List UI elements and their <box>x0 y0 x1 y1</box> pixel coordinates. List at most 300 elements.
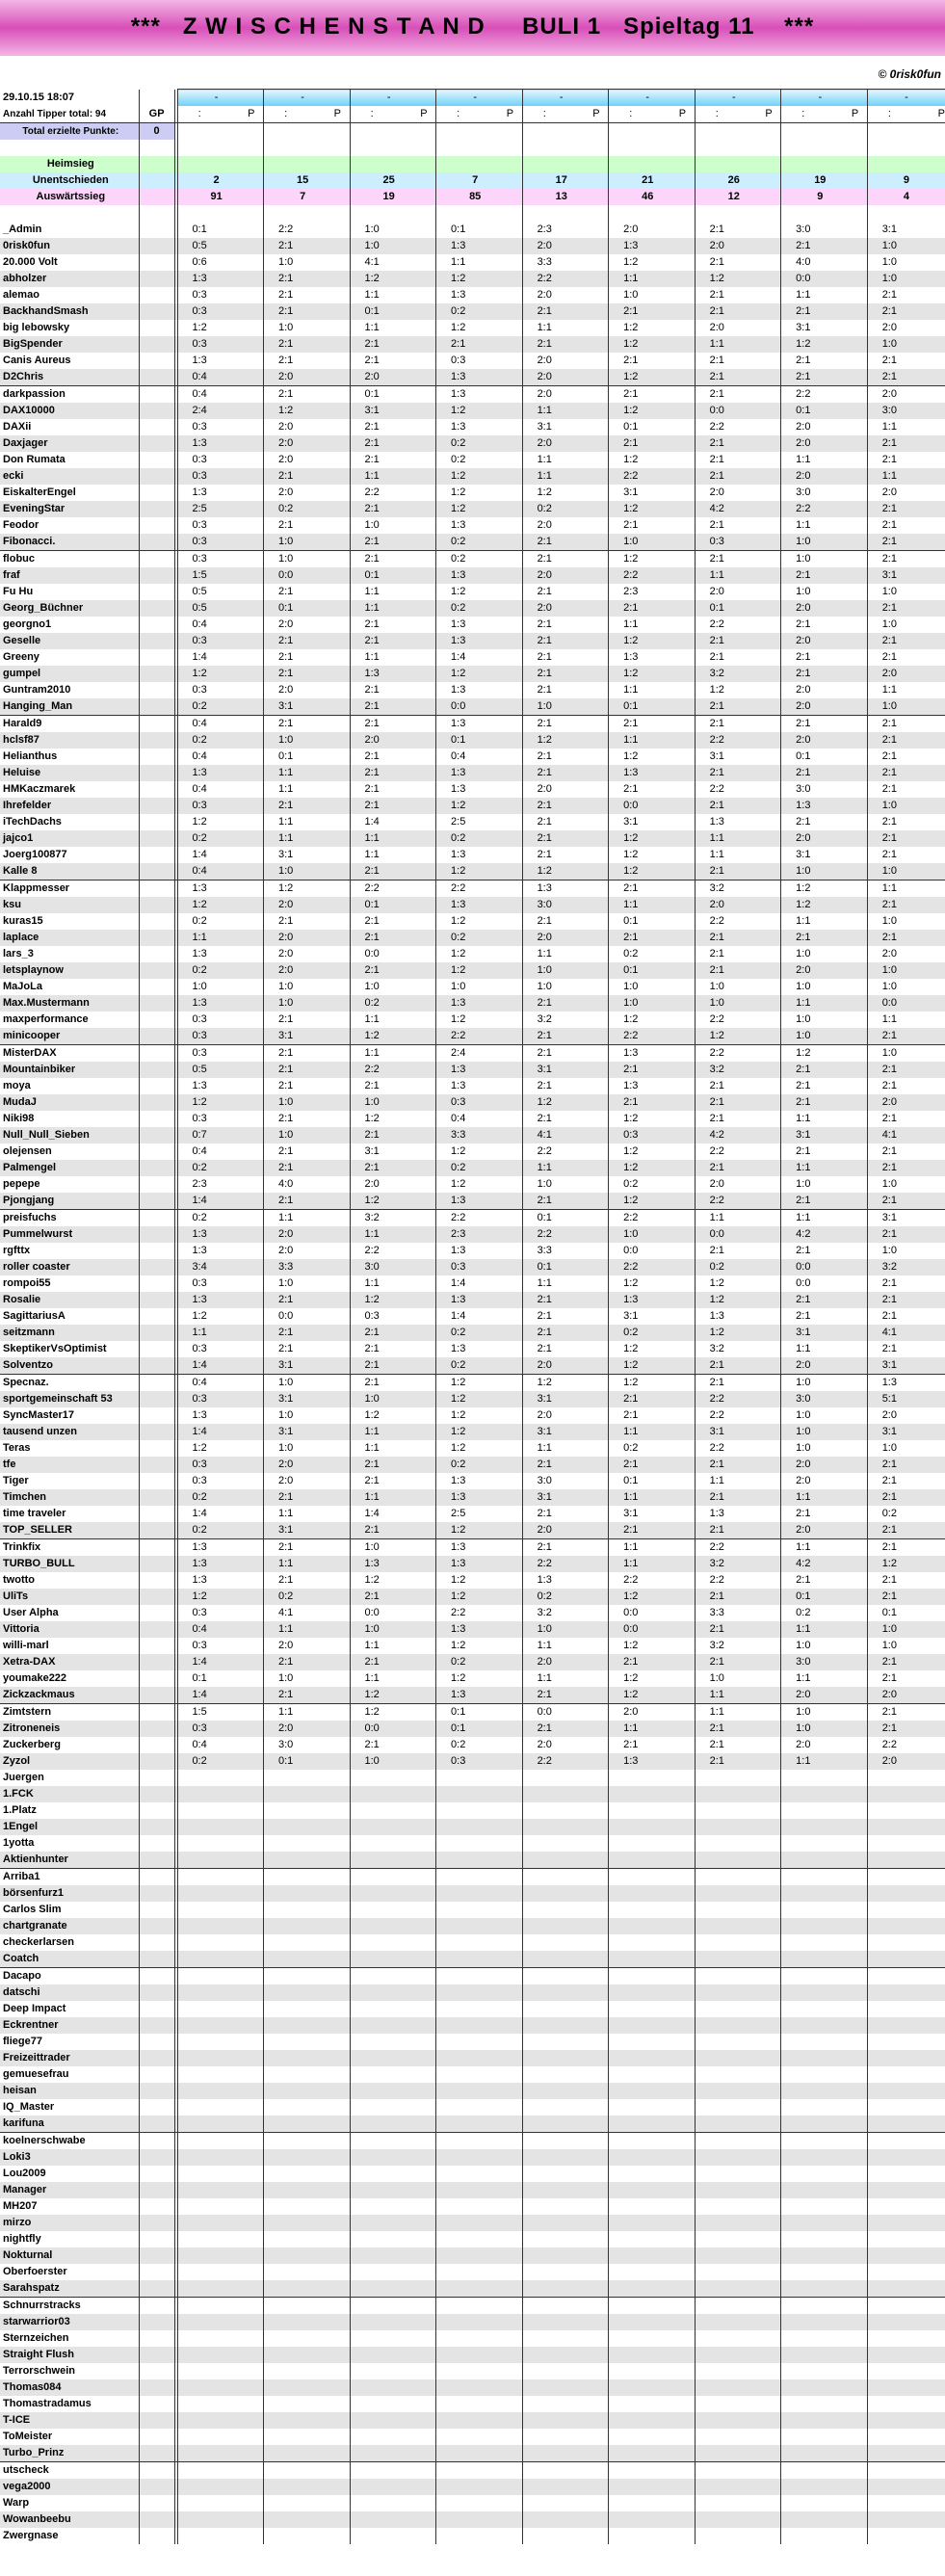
match-separator <box>341 1193 350 1210</box>
player-name: Null_Null_Sieben <box>0 1127 139 1143</box>
player-tip-points <box>652 2017 686 2034</box>
player-tip-points <box>221 781 254 798</box>
player-tip-points <box>307 2396 341 2412</box>
player-tip <box>522 2445 565 2462</box>
player-tip: 0:2 <box>436 1457 480 1473</box>
player-tip-points <box>221 1704 254 1722</box>
match-separator <box>686 2462 695 2480</box>
player-tip-points <box>566 2379 600 2396</box>
player-tip: 1:1 <box>364 289 380 301</box>
player-tip <box>867 2231 910 2247</box>
player-tip-points <box>221 1918 254 1934</box>
player-tip-points <box>566 2264 600 2280</box>
player-tip: 0:4 <box>451 1113 466 1124</box>
match-separator <box>773 2330 781 2347</box>
match-separator <box>428 106 436 123</box>
player-tip-points <box>307 1407 341 1424</box>
player-tip: 2:1 <box>781 666 825 682</box>
player-tip: 2:1 <box>781 303 825 320</box>
player-tip: 1:3 <box>451 1245 466 1256</box>
match-separator <box>513 716 522 733</box>
player-tip: 0:1 <box>522 1259 565 1275</box>
player-tip-points <box>652 2495 686 2511</box>
match-separator <box>858 2412 867 2429</box>
player-tip-points <box>825 1621 858 1638</box>
player-tip-points <box>394 847 428 863</box>
match-separator <box>686 995 695 1012</box>
player-tip: 2:1 <box>609 1522 652 1539</box>
match-separator <box>773 1012 781 1028</box>
player-row <box>0 1885 945 1902</box>
player-tip <box>695 1902 738 1918</box>
player-tip-points <box>911 765 945 781</box>
player-tip-points <box>652 600 686 617</box>
match-separator <box>254 271 263 287</box>
player-tip: 1:1 <box>350 830 393 847</box>
player-tip: 2:1 <box>709 1113 724 1124</box>
player-tip-points <box>652 2280 686 2298</box>
player-tip-points <box>221 2462 254 2480</box>
match-separator <box>513 1259 522 1275</box>
player-tip <box>867 2034 910 2050</box>
player-tip: 2:2 <box>522 1556 565 1572</box>
match-separator <box>773 1193 781 1210</box>
player-tip: 0:3 <box>192 1277 207 1289</box>
player-name: starwarrior03 <box>0 2314 139 2330</box>
match-separator <box>686 897 695 913</box>
player-tip-points <box>307 254 341 271</box>
match-separator <box>686 2050 695 2066</box>
match-separator <box>513 2330 522 2347</box>
player-tip: 2:1 <box>264 1193 307 1210</box>
player-tip: 2:2 <box>709 1442 724 1454</box>
player-tip-points <box>394 2314 428 2330</box>
match-separator <box>513 485 522 501</box>
player-tip <box>695 1934 738 1951</box>
match-separator <box>341 1062 350 1078</box>
player-tip-points <box>566 2198 600 2215</box>
match-separator <box>428 1226 436 1243</box>
match-separator <box>600 1028 609 1045</box>
player-tip-points <box>652 2116 686 2133</box>
player-tip: 2:0 <box>537 1739 552 1750</box>
player-tip-points <box>480 386 513 404</box>
match-separator <box>254 2247 263 2264</box>
match-separator <box>686 913 695 930</box>
player-tip <box>436 2017 480 2034</box>
player-tip-points <box>307 2347 341 2363</box>
player-tip-points <box>307 1391 341 1407</box>
match-separator <box>600 1605 609 1621</box>
player-tip <box>264 1819 307 1835</box>
match-separator <box>773 732 781 749</box>
player-tip-points <box>394 1210 428 1227</box>
player-tip: 1:2 <box>451 1409 466 1421</box>
player-tip: 1:2 <box>623 1277 639 1289</box>
player-tip-points <box>911 1193 945 1210</box>
player-tip: 4:2 <box>695 501 738 517</box>
match-separator <box>600 1045 609 1063</box>
player-tip-points <box>911 2231 945 2247</box>
match-separator <box>773 1259 781 1275</box>
player-tip-points <box>825 2412 858 2429</box>
match-separator <box>428 1275 436 1292</box>
player-tip: 5:1 <box>867 1391 910 1407</box>
player-tip: 1:4 <box>177 1193 221 1210</box>
match-separator <box>600 2445 609 2462</box>
player-points <box>139 1885 174 1902</box>
match-separator <box>341 698 350 716</box>
match-separator <box>773 1770 781 1786</box>
player-row <box>0 567 945 584</box>
player-tip: 2:1 <box>881 1343 897 1354</box>
player-tip: 2:1 <box>350 1160 393 1176</box>
player-tip: 2:2 <box>881 1739 897 1750</box>
match-separator <box>600 1951 609 1968</box>
player-tip <box>264 2479 307 2495</box>
player-tip-points <box>480 2363 513 2379</box>
player-name: alemao <box>0 287 139 303</box>
match-separator <box>254 1308 263 1325</box>
player-tip: 1:2 <box>623 1672 639 1684</box>
match-separator <box>858 649 867 666</box>
match-separator <box>858 1670 867 1687</box>
match-separator <box>513 830 522 847</box>
player-tip <box>177 2314 221 2330</box>
player-tip <box>522 2083 565 2099</box>
match-separator <box>773 913 781 930</box>
player-tip: 1:2 <box>192 1310 207 1322</box>
player-tip: 3:2 <box>537 1607 552 1618</box>
player-tip: 2:1 <box>709 289 724 301</box>
match-separator <box>858 1473 867 1489</box>
player-tip: 0:1 <box>451 223 466 235</box>
match-separator <box>254 2099 263 2116</box>
player-tip-points <box>652 2347 686 2363</box>
match-separator <box>773 1275 781 1292</box>
player-row <box>0 1028 945 1045</box>
player-tip: 0:2 <box>177 698 221 716</box>
player-tip <box>781 2198 825 2215</box>
spacer-cell <box>436 140 480 156</box>
player-tip-points <box>825 2429 858 2445</box>
player-tip: 2:1 <box>695 1522 738 1539</box>
player-points <box>139 2412 174 2429</box>
player-tip: 2:1 <box>781 238 825 254</box>
match-separator <box>341 732 350 749</box>
player-tip-points <box>652 1143 686 1160</box>
match-separator <box>773 830 781 847</box>
player-tip <box>350 2198 393 2215</box>
player-tip-points <box>221 617 254 633</box>
match-separator <box>600 336 609 353</box>
match-separator <box>858 2264 867 2280</box>
player-tip-points <box>739 617 773 633</box>
match-separator <box>428 2511 436 2528</box>
player-name: iTechDachs <box>0 814 139 830</box>
player-tip-points <box>566 1589 600 1605</box>
match-separator <box>686 1589 695 1605</box>
player-tip <box>609 1968 652 1985</box>
player-tip-points <box>480 353 513 369</box>
player-tip <box>867 2412 910 2429</box>
match-separator <box>428 189 436 205</box>
player-tip: 1:2 <box>609 633 652 649</box>
player-tip: 2:0 <box>867 386 910 404</box>
player-tip: 2:1 <box>537 1113 552 1124</box>
player-tip-points <box>566 1391 600 1407</box>
match-separator <box>513 1325 522 1341</box>
player-tip-points <box>739 1934 773 1951</box>
player-points <box>139 551 174 568</box>
player-tip: 2:1 <box>881 1574 897 1586</box>
player-tip-points <box>221 2133 254 2150</box>
player-tip: 2:1 <box>264 238 307 254</box>
player-tip <box>867 2149 910 2166</box>
player-tip-points <box>739 1885 773 1902</box>
player-tip: 2:0 <box>537 289 552 301</box>
player-tip <box>177 2017 221 2034</box>
player-tip <box>350 2034 393 2050</box>
player-tip: 1:1 <box>364 1672 380 1684</box>
match-separator <box>600 2379 609 2396</box>
player-tip-points <box>480 1934 513 1951</box>
player-tip: 2:1 <box>537 651 552 663</box>
player-tip-points <box>394 435 428 452</box>
player-tip-points <box>825 517 858 534</box>
player-tip: 2:1 <box>364 421 380 433</box>
player-tip <box>695 1852 738 1869</box>
player-name: Zimtstern <box>0 1704 139 1722</box>
player-tip: 2:1 <box>350 551 393 568</box>
player-tip: 1:1 <box>796 1113 811 1124</box>
player-tip <box>609 2182 652 2198</box>
player-tip-points <box>652 682 686 698</box>
player-tip-points <box>911 2363 945 2379</box>
match-separator <box>513 979 522 995</box>
player-tip <box>522 2280 565 2298</box>
match-separator <box>858 1094 867 1111</box>
player-tip: 1:0 <box>623 289 639 301</box>
player-tip: 2:1 <box>867 1654 910 1670</box>
player-tip: 2:1 <box>796 1145 811 1157</box>
player-tip: 1:2 <box>609 369 652 386</box>
player-tip <box>177 2298 221 2315</box>
player-row <box>0 271 945 287</box>
player-tip-points <box>566 336 600 353</box>
match-separator <box>773 1375 781 1392</box>
match-separator <box>341 2429 350 2445</box>
player-tip-points <box>911 1143 945 1160</box>
player-tip <box>522 1786 565 1802</box>
player-tip-points <box>394 419 428 435</box>
player-tip-points <box>394 386 428 404</box>
player-tip <box>177 2495 221 2511</box>
player-tip-points <box>652 584 686 600</box>
match-separator <box>428 1094 436 1111</box>
player-tip-points <box>394 2017 428 2034</box>
player-name: Geselle <box>0 633 139 649</box>
spacer-cell <box>867 140 910 156</box>
match-separator <box>600 2280 609 2298</box>
player-tip-points <box>739 1440 773 1457</box>
player-name: Aktienhunter <box>0 1852 139 1869</box>
player-tip <box>522 2133 565 2150</box>
match-separator <box>513 123 522 141</box>
player-tip-points <box>825 814 858 830</box>
player-tip: 3:0 <box>796 223 811 235</box>
match-separator <box>254 106 263 123</box>
player-tip-points <box>825 765 858 781</box>
match-separator <box>513 1687 522 1704</box>
player-tip-points <box>307 781 341 798</box>
player-tip-points <box>825 1985 858 2001</box>
match-separator <box>686 698 695 716</box>
player-tip-points <box>566 2083 600 2099</box>
match-separator <box>858 452 867 468</box>
match-separator <box>428 732 436 749</box>
match-separator <box>600 534 609 551</box>
player-points <box>139 1308 174 1325</box>
player-tip: 2:0 <box>350 369 393 386</box>
player-tip-points <box>307 551 341 568</box>
match-separator <box>341 633 350 649</box>
player-tip: 2:1 <box>867 1589 910 1605</box>
player-tip-points <box>221 303 254 320</box>
stat-gp-cell <box>139 172 174 189</box>
player-tip-points <box>911 271 945 287</box>
match-separator <box>600 1737 609 1753</box>
player-tip-points <box>221 1226 254 1243</box>
match-separator <box>686 2314 695 2330</box>
match-separator <box>428 1440 436 1457</box>
player-tip-points <box>480 1375 513 1392</box>
match-separator <box>686 1654 695 1670</box>
player-tip-points <box>394 1522 428 1539</box>
match-separator <box>513 2182 522 2198</box>
match-separator <box>600 1357 609 1375</box>
match-separator <box>858 517 867 534</box>
player-tip-points <box>307 501 341 517</box>
player-tip-points <box>825 1753 858 1770</box>
player-row <box>0 1193 945 1210</box>
player-row <box>0 897 945 913</box>
player-tip: 2:0 <box>867 1687 910 1704</box>
player-tip-points <box>652 2231 686 2247</box>
match-separator <box>686 2133 695 2150</box>
match-separator <box>513 2017 522 2034</box>
player-tip-points <box>480 1589 513 1605</box>
player-tip: 1:2 <box>451 1145 466 1157</box>
player-tip: 2:1 <box>350 1654 393 1670</box>
player-tip: 3:3 <box>436 1127 480 1143</box>
player-tip-points <box>221 666 254 682</box>
player-tip-points <box>307 1045 341 1063</box>
match-separator <box>513 962 522 979</box>
player-tip-points <box>394 1934 428 1951</box>
match-separator <box>513 1243 522 1259</box>
player-tip <box>695 1951 738 1968</box>
match-separator <box>254 1802 263 1819</box>
player-tip: 3:2 <box>350 1210 393 1227</box>
match-separator <box>428 863 436 881</box>
match-separator <box>513 90 522 107</box>
player-tip-points <box>652 830 686 847</box>
player-tip: 1:1 <box>781 1210 825 1227</box>
player-tip-points <box>307 814 341 830</box>
match-separator <box>341 1243 350 1259</box>
player-tip-points <box>911 1292 945 1308</box>
match-separator <box>858 1457 867 1473</box>
player-tip-points <box>221 1308 254 1325</box>
match-separator <box>428 517 436 534</box>
player-tip: 2:1 <box>609 1062 652 1078</box>
player-tip <box>436 1968 480 1985</box>
player-tip: 0:2 <box>609 1325 652 1341</box>
player-tip <box>867 1951 910 1968</box>
player-tip: 1:2 <box>609 403 652 419</box>
player-tip: 1:3 <box>436 765 480 781</box>
player-tip <box>695 2166 738 2182</box>
player-tip: 2:1 <box>537 915 552 927</box>
player-tip-points <box>394 2083 428 2099</box>
match-separator <box>341 2017 350 2034</box>
player-points <box>139 353 174 369</box>
player-tip-points <box>307 666 341 682</box>
player-tip-points <box>480 1802 513 1819</box>
player-tip-points <box>307 1325 341 1341</box>
player-tip-points <box>652 222 686 238</box>
player-tip: 2:1 <box>695 962 738 979</box>
player-tip-points <box>566 2412 600 2429</box>
player-tip: 0:2 <box>436 1654 480 1670</box>
player-tip-points <box>911 1391 945 1407</box>
player-tip: 2:1 <box>264 271 307 287</box>
match-separator <box>428 2347 436 2363</box>
player-tip-points <box>652 633 686 649</box>
player-name: Mountainbiker <box>0 1062 139 1078</box>
player-tip <box>350 1770 393 1786</box>
player-name: vega2000 <box>0 2479 139 2495</box>
player-name: 1Engel <box>0 1819 139 1835</box>
player-tip: 4:0 <box>796 256 811 268</box>
player-row <box>0 1985 945 2001</box>
player-tip: 0:2 <box>177 732 221 749</box>
player-tip-points <box>739 600 773 617</box>
player-tip: 1:2 <box>364 1409 380 1421</box>
player-tip: 0:2 <box>436 600 480 617</box>
player-points <box>139 1062 174 1078</box>
match-separator <box>600 320 609 336</box>
player-name: HMKaczmarek <box>0 781 139 798</box>
player-tip <box>350 2330 393 2347</box>
player-tip: 1:4 <box>364 816 380 828</box>
player-name: Nokturnal <box>0 2247 139 2264</box>
match-separator <box>686 189 695 205</box>
player-tip-points <box>739 1539 773 1557</box>
player-tip: 3:1 <box>277 849 294 860</box>
match-separator <box>428 222 436 238</box>
player-tip-points <box>480 1391 513 1407</box>
match-separator <box>513 633 522 649</box>
player-points <box>139 222 174 238</box>
match-separator <box>513 287 522 303</box>
player-tip: 0:6 <box>192 256 207 268</box>
player-tip-points <box>739 1160 773 1176</box>
player-tip: 1:0 <box>277 981 294 992</box>
match-separator <box>428 698 436 716</box>
match-separator <box>428 1160 436 1176</box>
